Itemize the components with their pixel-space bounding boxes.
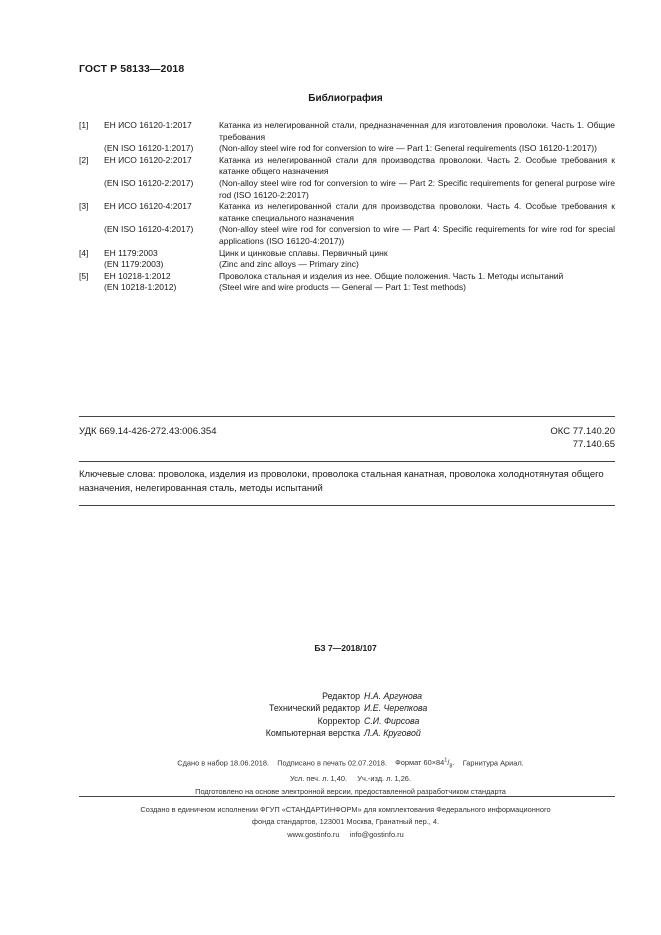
credit-row <box>0 727 661 739</box>
credit-name: Н.А. Аргунова <box>364 691 423 701</box>
publishing-line-1 <box>0 755 661 773</box>
bib-code: ЕН 1179:2003 <box>104 247 158 258</box>
typeface: Гарнитура Ариал. <box>462 758 524 768</box>
print-date: Подписано в печать 02.07.2018. <box>277 758 387 768</box>
divider-footer <box>79 796 615 797</box>
bib-code-en: (EN ISO 16120-4:2017) <box>104 224 194 235</box>
credit-row <box>0 690 661 702</box>
document-code: ГОСТ Р 58133—2018 <box>79 63 185 75</box>
divider-top <box>79 416 615 417</box>
bib-number: [1] <box>79 120 89 130</box>
publishing-line-2 <box>0 773 661 785</box>
footer-contacts <box>30 829 661 841</box>
bib-entry <box>79 155 615 178</box>
bib-title: Катанка из нелегированной стали для производства проволоки. Часть 2. Особые требования к катанке общего назначения <box>219 154 615 177</box>
bib-title-en: (Non-alloy steel wire rod for conversion to wire — Part 4: Specific requirements for wire rod for special applications (ISO 16120-4:2017)) <box>219 224 615 246</box>
paper-format: Формат $60\times 84^1/_8$. <box>395 758 455 770</box>
udk-code: УДК 669.14-426-272.43:006.354 <box>79 426 217 437</box>
bib-code: ЕН ИСО 16120-4:2017 <box>104 201 192 212</box>
keywords-text: Ключевые слова: проволока, изделия из проволоки, проволока стальная канатная, проволока холоднотянутая общего назначения, нелегированная сталь, методы испытаний <box>79 469 604 494</box>
bib-number: [2] <box>79 154 89 165</box>
publishing-info <box>0 755 661 798</box>
bib-code: ЕН 10218-1:2012 <box>104 270 171 281</box>
bib-number: [3] <box>79 201 89 212</box>
publishing-line-3: Подготовлено на основе электронной версии, предоставленной разработчиком стандарта <box>195 786 506 796</box>
credit-role: Редактор <box>322 691 360 701</box>
bib-entry-en <box>79 143 615 155</box>
credit-row <box>0 702 661 714</box>
oks-codes <box>550 426 615 451</box>
bib-entry <box>79 248 615 260</box>
bibliography-title: Библиография <box>308 93 383 104</box>
bib-code: ЕН ИСО 16120-2:2017 <box>104 154 192 165</box>
credit-name: Л.А. Круговой <box>364 728 421 739</box>
credit-role: Технический редактор <box>268 703 360 714</box>
bib-title: Катанка из нелегированной стали, предназначенная для изготовления проволоки. Часть 1. Общие требования <box>219 120 615 142</box>
email-link[interactable]: info@gostinfo.ru <box>349 829 404 839</box>
bib-entry-en <box>79 259 615 271</box>
bib-code-en: (EN 10218-1:2012) <box>104 282 177 293</box>
bib-entry-en <box>79 282 615 294</box>
bib-number: [4] <box>79 247 89 258</box>
bib-title-en: (Non-alloy steel wire rod for conversion to wire — Part 2: Specific requirements for general purpose wire rod (ISO 16120-2:2017) <box>219 177 615 200</box>
credit-name: И.Е. Черепкова <box>364 703 428 714</box>
bib-title: Катанка из нелегированной стали для производства проволоки. Часть 4. Особые требования к катанке специального назначения <box>219 201 615 223</box>
bib-title: Проволока стальная и изделия из нее. Общие положения. Часть 1. Методы испытаний <box>219 270 564 281</box>
print-sheets: Усл. печ. л. 1,40. <box>290 774 347 784</box>
oks-code-1: ОКС 77.140.20 <box>550 426 615 437</box>
bib-code-en: (EN 1179:2003) <box>104 259 164 270</box>
divider-bottom <box>79 505 615 506</box>
footer-line-2: фонда стандартов, 123001 Москва, Гранатный пер., 4. <box>251 817 440 827</box>
bib-code-en: (EN ISO 16120-1:2017) <box>104 143 194 154</box>
typeset-date: Сдано в набор 18.06.2018. <box>177 758 269 768</box>
bib-title: Цинк и цинковые сплавы. Первичный цинк <box>219 247 388 258</box>
bib-entry-en <box>79 224 615 247</box>
bib-entry <box>79 271 615 283</box>
bib-entry-en <box>79 178 615 201</box>
credit-name: С.И. Фирсова <box>364 715 420 726</box>
bib-code: ЕН ИСО 16120-1:2017 <box>104 120 192 130</box>
bib-title-en: (Steel wire and wire products — General — Part 1: Test methods) <box>219 282 466 293</box>
credit-role: Корректор <box>317 715 360 726</box>
bib-title-en: (Zinc and zinc alloys — Primary zinc) <box>219 259 359 270</box>
credit-row <box>0 715 661 727</box>
oks-code-2: 77.140.65 <box>572 438 615 450</box>
footer-block <box>0 804 661 841</box>
footer-line-1: Создано в единичном исполнении ФГУП «СТАНДАРТИНФОРМ» для комплектования Федерального информационного <box>140 805 551 814</box>
website-link[interactable]: www.gostinfo.ru <box>287 829 340 839</box>
bib-entry <box>79 120 615 143</box>
bibliography-list <box>79 120 615 294</box>
publishing-sheets: Уч.-изд. л. 1,26. <box>357 774 411 784</box>
bz-number: БЗ 7—2018/107 <box>314 643 377 653</box>
credits-block <box>0 690 661 740</box>
bib-number: [5] <box>79 270 89 281</box>
credit-role: Компьютерная верстка <box>265 728 360 739</box>
divider-middle <box>79 461 615 462</box>
bib-title-en: (Non-alloy steel wire rod for conversion to wire — Part 1: General requirements (ISO 16120-1:2017)) <box>219 143 597 154</box>
bib-entry <box>79 201 615 224</box>
bib-code-en: (EN ISO 16120-2:2017) <box>104 177 194 188</box>
